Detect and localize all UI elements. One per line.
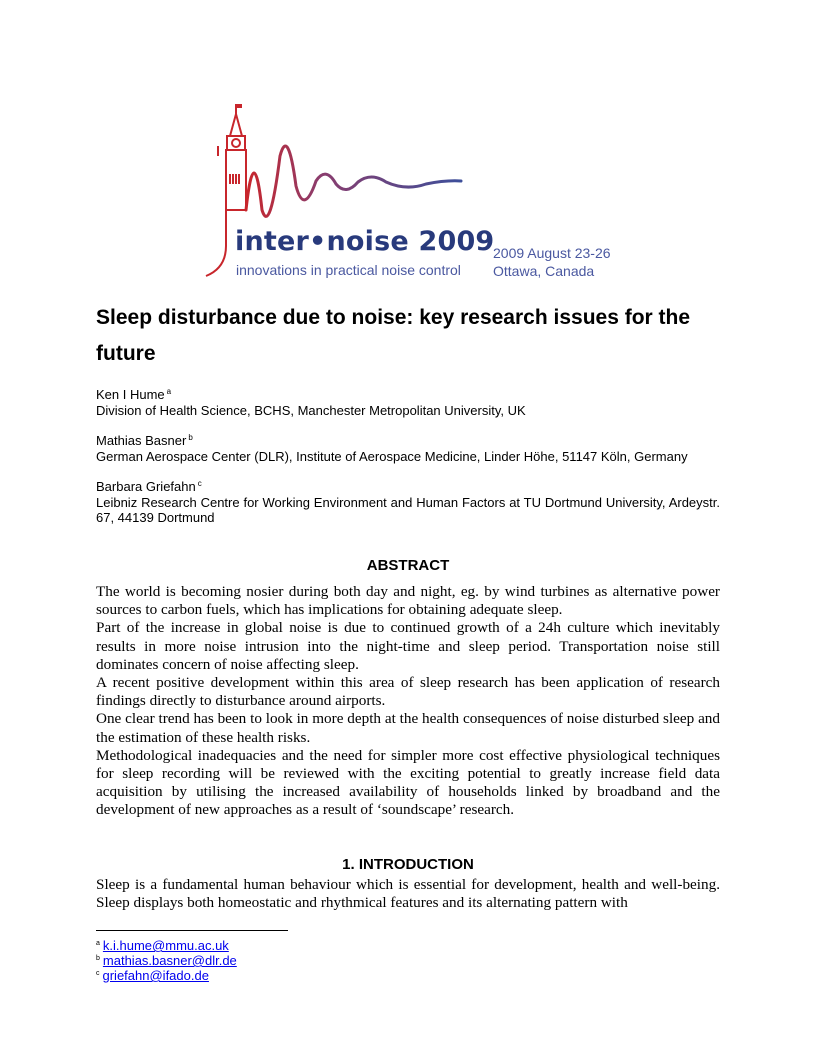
introduction-body: Sleep is a fundamental human behaviour which is essential for development, health and well-being. Sleep displays both homeostatic and rhythmical features and its alternating pattern with: [96, 876, 720, 912]
affiliation-mark: b: [188, 433, 193, 442]
abstract-heading: ABSTRACT: [366, 557, 450, 574]
affiliation-mark: a: [166, 387, 172, 396]
abstract-paragraph: One clear trend has been to look in more depth at the health consequences of noise disturbed sleep and the estimation of these health risks.: [96, 710, 720, 746]
affiliation-mark: c: [197, 479, 202, 488]
abstract-body: [96, 583, 720, 820]
conference-date: 2009 August 23-26: [493, 245, 611, 261]
logo-wordmark: inter•noise 2009: [235, 226, 495, 257]
abstract-paragraph: A recent positive development within this area of sleep research has been application of research findings directly to disturbance around airports.: [96, 674, 720, 710]
abstract-paragraph: The world is becoming nosier during both day and night, eg. by wind turbines as alternative power sources to carbon fuels, which has implications for obtaining adequate sleep.: [96, 583, 720, 619]
author-affiliation: Leibniz Research Centre for Working Environment and Human Factors at TU Dortmund University, Ardeystr. 67, 44139 Dortmund: [96, 495, 720, 525]
footnote-divider: [96, 930, 288, 931]
email-link[interactable]: k.i.hume@mmu.ac.uk: [102, 938, 229, 953]
author-affiliation: Division of Health Science, BCHS, Manchester Metropolitan University, UK: [96, 403, 526, 418]
footnotes: [96, 938, 237, 983]
author-affiliation: German Aerospace Center (DLR), Institute of Aerospace Medicine, Linder Höhe, 51147 Köln, Germany: [96, 449, 688, 464]
logo-tagline: innovations in practical noise control: [236, 262, 461, 278]
author-name: Ken I Hume $^a$: [96, 387, 172, 402]
conference-info: [493, 244, 611, 280]
conference-logo-graphic: [196, 96, 476, 286]
email-link[interactable]: griefahn@ifado.de: [102, 968, 209, 983]
author-name: Barbara Griefahn $^c$: [96, 479, 202, 494]
email-link[interactable]: mathias.basner@dlr.de: [102, 953, 237, 968]
footnote: $^b$ mathias.basner@dlr.de: [96, 953, 237, 968]
abstract-paragraph: Part of the increase in global noise is due to continued growth of a 24h culture which inevitably results in more noise intrusion into the night-time and sleep period. Transportation noise still dominates concern of noise affecting sleep.: [96, 619, 720, 673]
footnote: $^a$ k.i.hume@mmu.ac.uk: [96, 938, 229, 953]
footnote: $^c$ griefahn@ifado.de: [96, 968, 209, 983]
paper-title: Sleep disturbance due to noise: key research issues for the future: [96, 306, 691, 365]
abstract-paragraph: Methodological inadequacies and the need for simpler more cost effective physiological techniques for sleep recording will be reviewed with the exciting potential to greatly increase field data acquisition by utilising the increased availability of households linked by broadband and the development of new approaches as a result of ‘soundscape’ research.: [96, 746, 720, 819]
conference-location: Ottawa, Canada: [493, 263, 595, 279]
author-name: Mathias Basner $^b$: [96, 433, 193, 448]
noise-wave-graphic: [246, 146, 461, 216]
introduction-heading: 1. INTRODUCTION: [342, 856, 474, 873]
